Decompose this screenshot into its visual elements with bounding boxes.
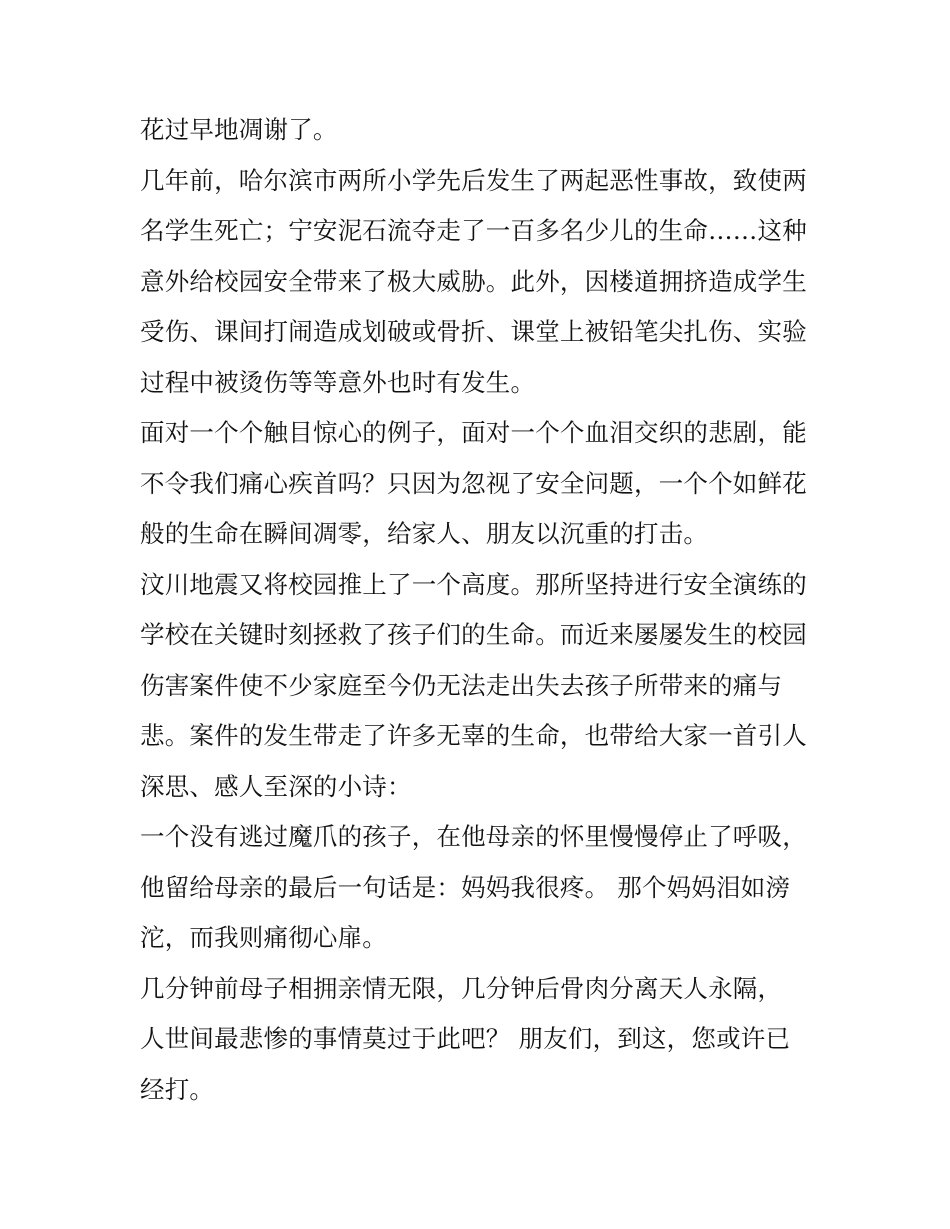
text-line: 意外给校园安全带来了极大威胁。此外，因楼道拥挤造成学生 <box>140 266 807 296</box>
text-line: 人世间最悲惨的事情莫过于此吧？ 朋友们，到这，您或许已 <box>140 1024 791 1053</box>
text-line: 伤害案件使不少家庭至今仍无法走出失去孩子所带来的痛与 <box>140 670 783 700</box>
paragraph-continuation <box>140 105 820 156</box>
text-line: 经打。 <box>140 1074 215 1104</box>
text-line: 过程中被烫伤等等意外也时有发生。 <box>140 367 536 397</box>
text-line: 不令我们痛心疾首吗？只因为忽视了安全问题，一个个如鲜花 <box>140 468 807 498</box>
paragraph-tragedies <box>140 408 820 560</box>
paragraph-wenchuan <box>140 560 820 813</box>
text-line: 几年前，哈尔滨市两所小学先后发生了两起恶性事故，致使两 <box>140 165 807 195</box>
text-line: 学校在关键时刻拯救了孩子们的生命。而近来屡屡发生的校园 <box>140 620 807 649</box>
text-line: 汶川地震又将校园推上了一个高度。那所坚持进行安全演练的 <box>140 569 807 599</box>
document-page <box>140 105 820 1115</box>
text-line: 深思、感人至深的小诗： <box>140 771 412 801</box>
text-line: 受伤、课间打闹造成划破或骨折、课堂上被铅笔尖扎伤、实验 <box>140 317 807 346</box>
text-line: 花过早地凋谢了。 <box>140 115 338 144</box>
paragraph-poem <box>140 812 820 964</box>
text-line: 他留给母亲的最后一句话是：妈妈我很疼。 那个妈妈泪如滂 <box>140 872 791 902</box>
text-line: 般的生命在瞬间凋零，给家人、朋友以沉重的打击。 <box>140 519 709 548</box>
paragraph-closing <box>140 964 820 1116</box>
text-line: 一个没有逃过魔爪的孩子，在他母亲的怀里慢慢停止了呼吸， <box>140 822 807 851</box>
paragraph-harbin-accidents <box>140 156 820 409</box>
text-line: 名学生死亡；宁安泥石流夺走了一百多名少儿的生命……这种 <box>140 216 807 245</box>
text-line: 沱，而我则痛彻心扉。 <box>140 923 387 952</box>
text-line: 几分钟前母子相拥亲情无限，几分钟后骨肉分离天人永隔， <box>140 973 783 1003</box>
text-line: 面对一个个触目惊心的例子，面对一个个血泪交织的悲剧，能 <box>140 418 807 447</box>
text-line: 悲。案件的发生带走了许多无辜的生命，也带给大家一首引人 <box>140 721 807 750</box>
